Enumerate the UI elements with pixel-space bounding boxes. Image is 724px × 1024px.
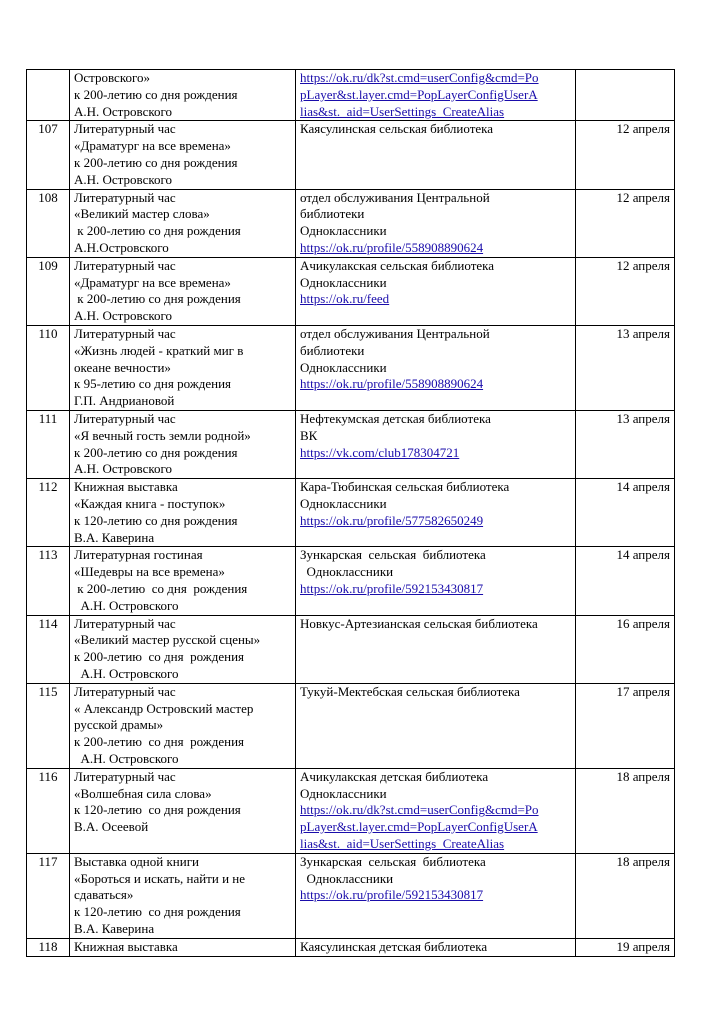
venue-cell bbox=[296, 257, 576, 325]
venue-line: библиотеки bbox=[300, 342, 365, 358]
row-number: 114 bbox=[27, 615, 70, 683]
venue-cell bbox=[296, 479, 576, 547]
venue-line: отдел обслуживания Центральной bbox=[300, 189, 490, 205]
event-line: к 120-летию со дня рождения bbox=[74, 512, 238, 528]
events-table bbox=[26, 69, 675, 957]
event-cell bbox=[70, 479, 296, 547]
venue-cell bbox=[296, 121, 576, 189]
row-number bbox=[27, 70, 70, 121]
event-line: Книжная выставка bbox=[74, 479, 178, 495]
event-line: «Великий мастер слова» bbox=[74, 206, 210, 222]
venue-link[interactable]: https://ok.ru/profile/592153430817 bbox=[300, 580, 484, 596]
event-cell bbox=[70, 325, 296, 410]
row-number: 116 bbox=[27, 768, 70, 853]
table-row bbox=[27, 325, 675, 410]
table-row bbox=[27, 189, 675, 257]
event-cell bbox=[70, 615, 296, 683]
event-line: А.Н. Островского bbox=[74, 665, 179, 681]
venue-cell bbox=[296, 70, 576, 121]
event-line: Литературный час bbox=[74, 410, 176, 426]
event-cell bbox=[70, 938, 296, 956]
event-line: А.Н.Островского bbox=[74, 239, 169, 255]
venue-link[interactable]: https://ok.ru/profile/558908890624 bbox=[300, 239, 484, 255]
venue-cell bbox=[296, 325, 576, 410]
event-line: Выставка одной книги bbox=[74, 853, 199, 869]
venue-link[interactable]: https://ok.ru/profile/592153430817 bbox=[300, 887, 484, 903]
table-row bbox=[27, 683, 675, 768]
venue-link[interactable]: pLayer&st.layer.cmd=PopLayerConfigUserA bbox=[300, 86, 538, 102]
venue-line: Кара-Тюбинская сельская библиотека bbox=[300, 479, 510, 495]
venue-cell bbox=[296, 547, 576, 615]
venue-line: Ачикулакская сельская библиотека bbox=[300, 257, 495, 273]
event-date: 16 апреля bbox=[576, 615, 675, 683]
venue-line: Одноклассники bbox=[300, 564, 394, 580]
row-number: 115 bbox=[27, 683, 70, 768]
venue-link[interactable]: https://ok.ru/profile/558908890624 bbox=[300, 376, 484, 392]
venue-line: Одноклассники bbox=[300, 223, 387, 239]
event-line: «Великий мастер русской сцены» bbox=[74, 632, 261, 648]
event-line: к 200-летию со дня рождения bbox=[74, 444, 238, 460]
event-line: к 120-летию со дня рождения bbox=[74, 904, 241, 920]
event-date: 14 апреля bbox=[576, 479, 675, 547]
venue-link[interactable]: https://vk.com/club178304721 bbox=[300, 444, 460, 460]
venue-line: отдел обслуживания Центральной bbox=[300, 325, 490, 341]
event-line: Литературный час bbox=[74, 257, 176, 273]
venue-link[interactable]: lias&st._aid=UserSettings_CreateAlias bbox=[300, 835, 505, 851]
event-line: А.Н. Островского bbox=[74, 461, 173, 477]
event-line: Литературный час bbox=[74, 615, 176, 631]
event-date: 12 апреля bbox=[576, 121, 675, 189]
event-cell bbox=[70, 547, 296, 615]
event-cell bbox=[70, 70, 296, 121]
event-line: А.Н. Островского bbox=[74, 597, 179, 613]
event-line: Островского» bbox=[74, 70, 150, 85]
table-row bbox=[27, 479, 675, 547]
venue-link[interactable]: https://ok.ru/dk?st.cmd=userConfig&cmd=Po bbox=[300, 70, 539, 85]
event-line: Литературный час bbox=[74, 683, 176, 699]
row-number: 117 bbox=[27, 853, 70, 938]
table-row bbox=[27, 615, 675, 683]
venue-cell bbox=[296, 189, 576, 257]
venue-cell bbox=[296, 683, 576, 768]
event-date: 18 апреля bbox=[576, 853, 675, 938]
venue-line: Новкус-Артезианская сельская библиотека bbox=[300, 615, 538, 631]
venue-link[interactable]: https://ok.ru/feed bbox=[300, 291, 390, 307]
event-line: Литературный час bbox=[74, 325, 176, 341]
row-number: 112 bbox=[27, 479, 70, 547]
venue-cell bbox=[296, 938, 576, 956]
events-table-body bbox=[27, 70, 675, 957]
row-number: 111 bbox=[27, 410, 70, 478]
event-line: Г.П. Андриановой bbox=[74, 393, 175, 409]
event-line: «Каждая книга - поступок» bbox=[74, 495, 226, 511]
event-line: Книжная выставка bbox=[74, 938, 178, 954]
venue-link[interactable]: https://ok.ru/dk?st.cmd=userConfig&cmd=Po bbox=[300, 802, 539, 818]
event-line: «Драматург на все времена» bbox=[74, 138, 231, 154]
venue-line: Зункарская сельская библиотека bbox=[300, 547, 486, 563]
row-number: 118 bbox=[27, 938, 70, 956]
table-row bbox=[27, 853, 675, 938]
event-cell bbox=[70, 853, 296, 938]
venue-line: Одноклассники bbox=[300, 359, 387, 375]
event-line: А.Н. Островского bbox=[74, 171, 173, 187]
table-row bbox=[27, 547, 675, 615]
event-line: В.А. Осеевой bbox=[74, 819, 149, 835]
row-number: 113 bbox=[27, 547, 70, 615]
event-line: океане вечности» bbox=[74, 359, 171, 375]
event-date: 13 апреля bbox=[576, 410, 675, 478]
event-line: В.А. Каверина bbox=[74, 529, 155, 545]
event-cell bbox=[70, 768, 296, 853]
event-line: к 200-летию со дня рождения bbox=[74, 580, 248, 596]
venue-line: ВК bbox=[300, 427, 318, 443]
venue-link[interactable]: lias&st._aid=UserSettings_CreateAlias bbox=[300, 103, 505, 119]
event-line: к 200-летию со дня рождения bbox=[74, 154, 238, 170]
event-cell bbox=[70, 189, 296, 257]
event-cell bbox=[70, 257, 296, 325]
venue-cell bbox=[296, 615, 576, 683]
event-line: сдаваться» bbox=[74, 887, 134, 903]
event-cell bbox=[70, 683, 296, 768]
event-date: 17 апреля bbox=[576, 683, 675, 768]
event-line: к 200-летию со дня рождения bbox=[74, 223, 241, 239]
event-line: «Шедевры на все времена» bbox=[74, 564, 225, 580]
event-line: русской драмы» bbox=[74, 717, 164, 733]
venue-link[interactable]: pLayer&st.layer.cmd=PopLayerConfigUserA bbox=[300, 819, 538, 835]
event-line: Литературная гостиная bbox=[74, 547, 203, 563]
event-date: 12 апреля bbox=[576, 257, 675, 325]
event-line: А.Н. Островского bbox=[74, 750, 179, 766]
venue-line: Одноклассники bbox=[300, 495, 387, 511]
event-line: «Драматург на все времена» bbox=[74, 274, 231, 290]
event-line: « Александр Островский мастер bbox=[74, 700, 254, 716]
event-line: Литературный час bbox=[74, 121, 176, 137]
event-line: к 95-летию со дня рождения bbox=[74, 376, 232, 392]
event-line: к 120-летию со дня рождения bbox=[74, 802, 241, 818]
event-line: А.Н. Островского bbox=[74, 103, 173, 119]
event-line: «Волшебная сила слова» bbox=[74, 785, 212, 801]
row-number: 108 bbox=[27, 189, 70, 257]
event-line: В.А. Каверина bbox=[74, 920, 155, 936]
event-date bbox=[576, 70, 675, 121]
event-date: 19 апреля bbox=[576, 938, 675, 956]
venue-line: Каясулинская детская библиотека bbox=[300, 938, 488, 954]
row-number: 107 bbox=[27, 121, 70, 189]
event-date: 13 апреля bbox=[576, 325, 675, 410]
event-line: Литературный час bbox=[74, 189, 176, 205]
venue-line: Одноклассники bbox=[300, 870, 394, 886]
venue-line: Одноклассники bbox=[300, 274, 387, 290]
event-line: к 200-летию со дня рождения bbox=[74, 86, 238, 102]
venue-line: Нефтекумская детская библиотека bbox=[300, 410, 491, 426]
table-row bbox=[27, 70, 675, 121]
venue-cell bbox=[296, 853, 576, 938]
row-number: 110 bbox=[27, 325, 70, 410]
venue-cell bbox=[296, 410, 576, 478]
event-line: Литературный час bbox=[74, 768, 176, 784]
table-row bbox=[27, 257, 675, 325]
venue-link[interactable]: https://ok.ru/profile/577582650249 bbox=[300, 512, 484, 528]
event-line: к 200-летию со дня рождения bbox=[74, 734, 245, 750]
table-row bbox=[27, 121, 675, 189]
event-date: 12 апреля bbox=[576, 189, 675, 257]
table-row bbox=[27, 938, 675, 956]
table-row bbox=[27, 410, 675, 478]
venue-cell bbox=[296, 768, 576, 853]
venue-line: Одноклассники bbox=[300, 785, 387, 801]
event-cell bbox=[70, 121, 296, 189]
venue-line: библиотеки bbox=[300, 206, 365, 222]
venue-line: Тукуй-Мектебская сельская библиотека bbox=[300, 683, 520, 699]
venue-line: Зункарская сельская библиотека bbox=[300, 853, 486, 869]
event-date: 18 апреля bbox=[576, 768, 675, 853]
event-line: «Я вечный гость земли родной» bbox=[74, 427, 251, 443]
event-date: 14 апреля bbox=[576, 547, 675, 615]
event-line: А.Н. Островского bbox=[74, 308, 173, 324]
event-line: к 200-летию со дня рождения bbox=[74, 649, 245, 665]
event-line: «Бороться и искать, найти и не bbox=[74, 870, 246, 886]
event-line: «Жизнь людей - краткий миг в bbox=[74, 342, 244, 358]
event-line: к 200-летию со дня рождения bbox=[74, 291, 241, 307]
venue-line: Ачикулакская детская библиотека bbox=[300, 768, 489, 784]
row-number: 109 bbox=[27, 257, 70, 325]
event-cell bbox=[70, 410, 296, 478]
table-row bbox=[27, 768, 675, 853]
venue-line: Каясулинская сельская библиотека bbox=[300, 121, 494, 137]
